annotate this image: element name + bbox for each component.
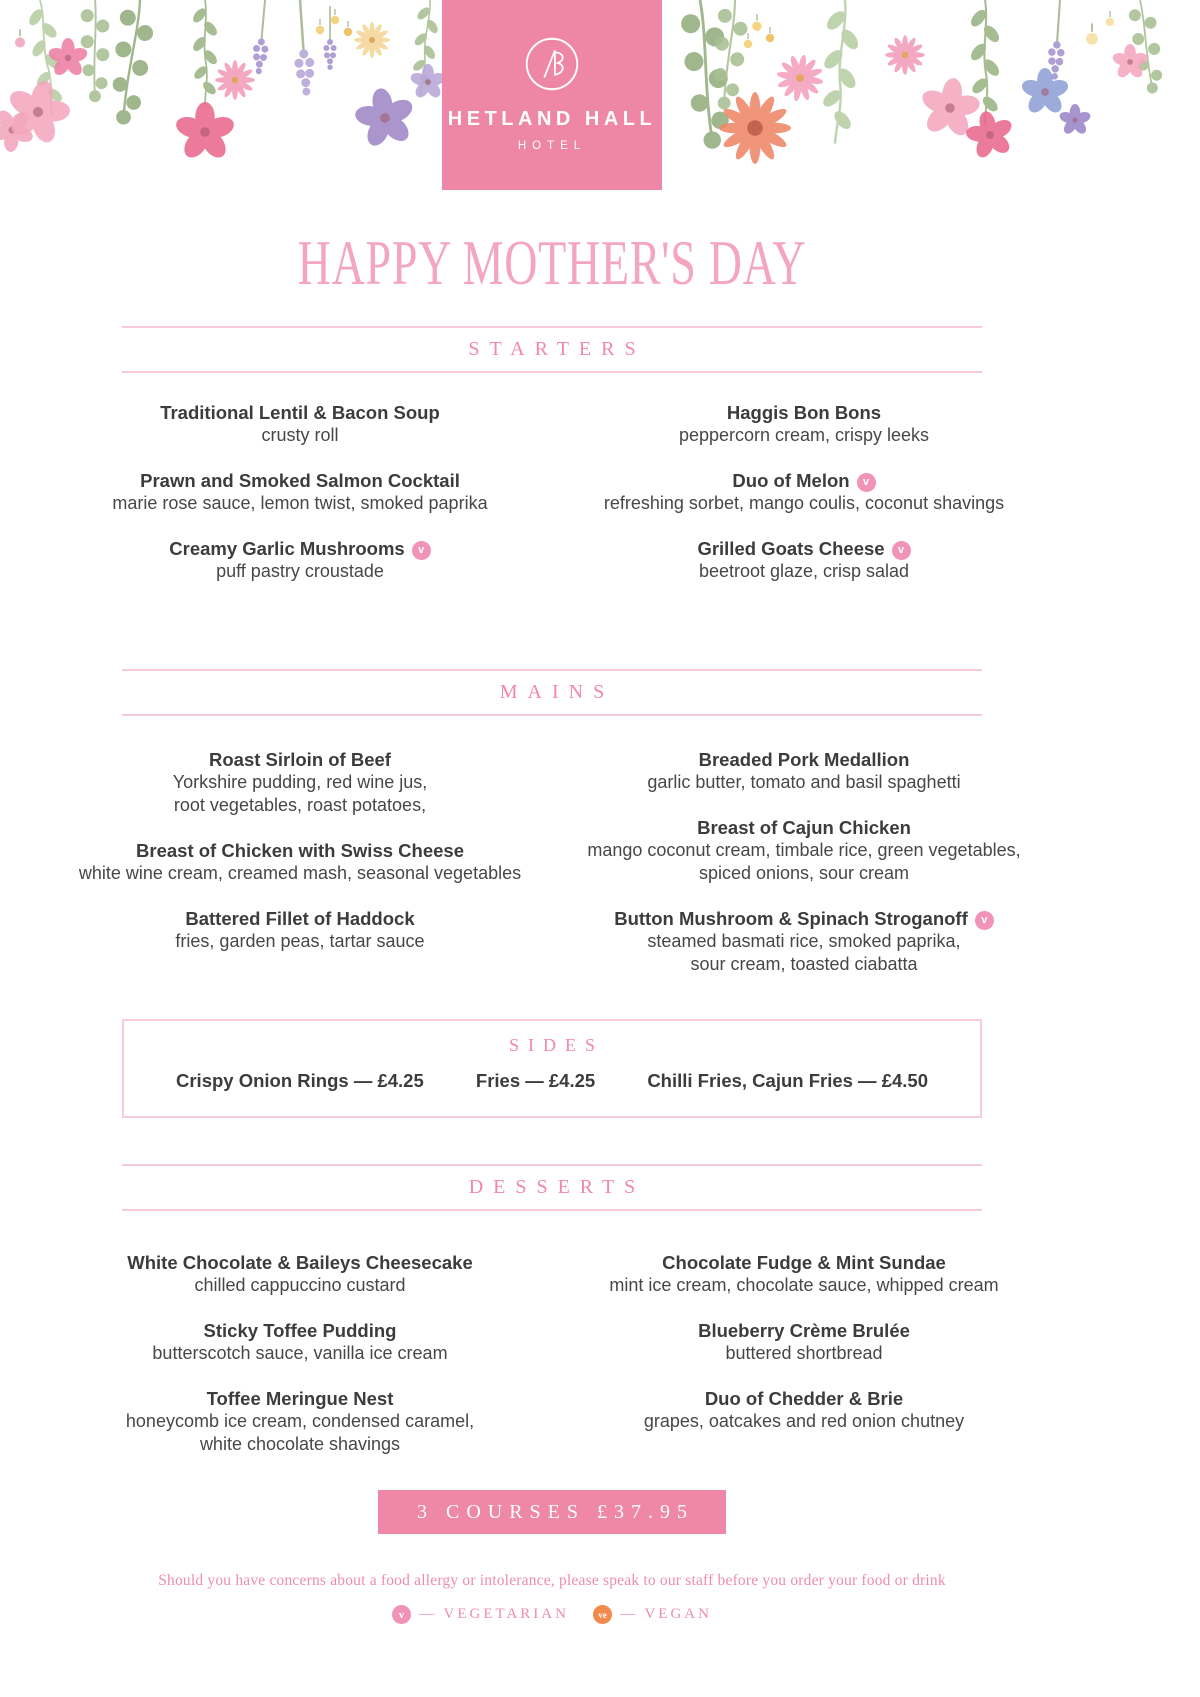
divider-line	[122, 714, 982, 716]
side-item: Chilli Fries, Cajun Fries — £4.50	[647, 1070, 928, 1091]
menu-item-name: Breaded Pork Medallion	[698, 749, 910, 770]
menu-item	[552, 1387, 1056, 1433]
menu-item-name: Breast of Cajun Chicken	[697, 817, 911, 838]
menu-item-description: buttered shortbread	[725, 1343, 883, 1363]
menu-item-description: crusty roll	[261, 425, 339, 445]
menu-item-name: Duo of Melon v	[552, 469, 1056, 492]
menu-item-description: mint ice cream, chocolate sauce, whipped cream	[609, 1275, 999, 1295]
vegetarian-badge-icon: v	[392, 1605, 411, 1624]
menu-item-name: Toffee Meringue Nest	[206, 1388, 394, 1409]
menu-item-name: Grilled Goats Cheese v	[552, 537, 1056, 560]
menu-item-description: spiced onions, sour cream	[698, 863, 910, 883]
menu-item-description: root vegetables, roast potatoes,	[173, 795, 427, 815]
menu-item-name: Prawn and Smoked Salmon Cocktail	[140, 470, 460, 491]
legend-vegan-label: — VEGAN	[619, 1606, 712, 1622]
legend-vegetarian	[392, 1605, 569, 1624]
divider-line	[122, 1164, 982, 1166]
menu-item-description: marie rose sauce, lemon twist, smoked paprika	[112, 493, 488, 513]
menu-item	[552, 1251, 1056, 1297]
menu-item-name: Blueberry Crème Brulée	[698, 1320, 910, 1341]
section-heading: STARTERS	[468, 338, 646, 360]
menu-column	[48, 1251, 552, 1456]
diet-legend	[48, 1605, 1056, 1624]
sides-heading: SIDES	[508, 1035, 604, 1055]
menu-item-description: Yorkshire pudding, red wine jus,	[172, 772, 428, 792]
menu-item	[552, 469, 1056, 515]
section-heading: MAINS	[499, 681, 615, 703]
menu-item	[48, 537, 552, 583]
menu-item	[552, 537, 1056, 583]
vegetarian-badge-icon: v	[892, 541, 911, 560]
menu-item	[552, 401, 1056, 447]
menu-item-description: steamed basmati rice, smoked paprika,	[647, 931, 961, 951]
menu-content	[48, 228, 1056, 1624]
menu-item	[48, 1387, 552, 1456]
side-item: Crispy Onion Rings — £4.25	[176, 1070, 424, 1091]
menu-item	[552, 748, 1056, 794]
section-heading-block	[122, 1164, 982, 1211]
menu-item-description: butterscotch sauce, vanilla ice cream	[152, 1343, 448, 1363]
divider-line	[122, 371, 982, 373]
menu-item-description: garlic butter, tomato and basil spaghetti	[647, 772, 961, 792]
menu-item-name: Battered Fillet of Haddock	[185, 908, 415, 929]
legend-vegetarian-label: — VEGETARIAN	[419, 1606, 569, 1622]
menu-item-description: mango coconut cream, timbale rice, green vegetables,	[587, 840, 1021, 860]
vegetarian-badge-icon: v	[412, 541, 431, 560]
section-mains	[48, 669, 1056, 976]
menu-item-description: beetroot glaze, crisp salad	[698, 561, 910, 581]
menu-item-name: Chocolate Fudge & Mint Sundae	[662, 1252, 946, 1273]
price-banner: 3 COURSES £37.95	[378, 1490, 726, 1534]
menu-column	[552, 748, 1056, 976]
vegan-badge-icon: ve	[593, 1605, 612, 1624]
section-starters	[48, 326, 1056, 583]
divider-line	[122, 326, 982, 328]
menu-item-description: peppercorn cream, crispy leeks	[678, 425, 930, 445]
hotel-name: HETLAND HALL	[447, 108, 657, 130]
menu-item-name: Creamy Garlic Mushrooms v	[48, 537, 552, 560]
menu-column	[552, 1251, 1056, 1456]
menu-item	[48, 1251, 552, 1297]
hotel-subtitle: HOTEL	[517, 140, 587, 152]
section-heading-block	[122, 326, 982, 373]
vegetarian-badge-icon: v	[857, 473, 876, 492]
hotel-monogram-icon	[518, 30, 586, 98]
hotel-logo-block	[442, 0, 662, 190]
menu-columns	[48, 748, 1056, 976]
menu-item-name: Button Mushroom & Spinach Stroganoff v	[552, 907, 1056, 930]
menu-item	[48, 907, 552, 953]
menu-item-name: Haggis Bon Bons	[726, 402, 882, 423]
vegetarian-badge-icon: v	[975, 911, 994, 930]
menu-item-description: white chocolate shavings	[199, 1434, 401, 1454]
menu-item-name: Sticky Toffee Pudding	[203, 1320, 397, 1341]
menu-item	[48, 1319, 552, 1365]
allergy-note: Should you have concerns about a food allergy or intolerance, please speak to our staff before you order your food or drink	[158, 1572, 946, 1589]
page-title: HAPPY MOTHER'S DAY	[297, 228, 807, 298]
menu-item-name: Duo of Chedder & Brie	[704, 1388, 904, 1409]
menu-item	[48, 839, 552, 885]
menu-item	[48, 748, 552, 817]
menu-columns	[48, 401, 1056, 583]
menu-item-name: Roast Sirloin of Beef	[209, 749, 391, 770]
menu-item-name: Breast of Chicken with Swiss Cheese	[136, 840, 464, 861]
menu-item-description: grapes, oatcakes and red onion chutney	[643, 1411, 965, 1431]
divider-line	[122, 669, 982, 671]
menu-item-description: fries, garden peas, tartar sauce	[175, 931, 425, 951]
menu-item-name: Traditional Lentil & Bacon Soup	[160, 402, 440, 423]
menu-item	[552, 816, 1056, 885]
divider-line	[122, 1209, 982, 1211]
menu-item-name: White Chocolate & Baileys Cheesecake	[127, 1252, 473, 1273]
sides-items-row	[124, 1070, 980, 1092]
menu-column	[552, 401, 1056, 583]
menu-item-description: chilled cappuccino custard	[194, 1275, 406, 1295]
side-item: Fries — £4.25	[475, 1070, 596, 1091]
menu-columns	[48, 1251, 1056, 1456]
menu-item	[48, 469, 552, 515]
menu-item-description: sour cream, toasted ciabatta	[690, 954, 918, 974]
menu-item	[552, 907, 1056, 976]
menu-column	[48, 401, 552, 583]
menu-item-description: refreshing sorbet, mango coulis, coconut shavings	[603, 493, 1005, 513]
menu-item	[48, 401, 552, 447]
sides-box	[122, 1019, 982, 1118]
legend-vegan	[593, 1605, 712, 1624]
menu-item-description: honeycomb ice cream, condensed caramel,	[125, 1411, 475, 1431]
menu-column	[48, 748, 552, 976]
section-heading-block	[122, 669, 982, 716]
menu-item-description: white wine cream, creamed mash, seasonal vegetables	[78, 863, 522, 883]
menu-item	[552, 1319, 1056, 1365]
menu-item-description: puff pastry croustade	[216, 561, 384, 581]
section-desserts	[48, 1164, 1056, 1456]
section-heading: DESSERTS	[468, 1176, 646, 1198]
header-floral-band	[0, 0, 1200, 190]
